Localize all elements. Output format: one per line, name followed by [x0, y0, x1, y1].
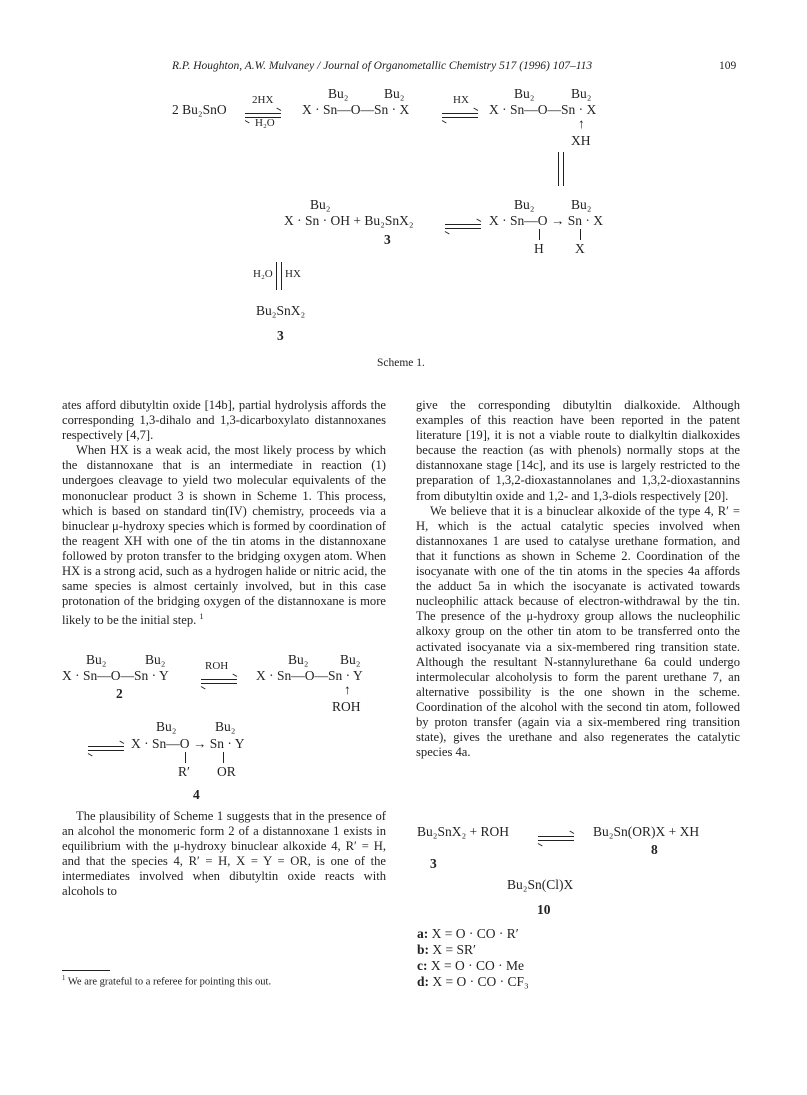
def-c: c: X = O · CO · Me — [417, 958, 524, 973]
c4-bond-or — [223, 752, 224, 763]
scheme1-reactant: 2 Bu₂SnO — [172, 102, 227, 117]
running-head: R.P. Houghton, A.W. Mulvaney / Journal of Organometallic Chemistry 517 (1996) 107–113 — [172, 60, 593, 72]
c2-formula: X · Sn—O—Sn · Y — [62, 668, 169, 683]
eq-lhs: Bu₂SnX₂ + ROH — [417, 824, 510, 839]
distannoxane-formula: X · Sn—O—Sn · X — [302, 102, 410, 117]
roh-arrow-label: ROH — [205, 660, 229, 672]
page-number: 109 — [719, 60, 737, 72]
eq-rhs-label: 8 — [651, 842, 658, 857]
eq-rhs: Bu₂Sn(OR)X + XH — [593, 824, 700, 839]
left-paragraph-2: When HX is a weak acid, the most likely process by which the distannoxane that is an intermediate in reaction (1) undergoes cleavage to yield two molecular equivalents of the mononuclear product 3 is shown in Scheme 1. This process, which is based on standard tin(IV) chemistry, proceeds via a binuclear μ-hydroxy species which is formed by coordination of the reagent XH with one of the tin atoms in the distannoxane followed by proton transfer to the bridging oxygen atom. When HX is a strong acid, such as a hydrogen halide or nitric acid, the same species is almost certainly involved, but in this case protonation of the bridging oxygen of the distannoxane is more likely to be the initial step. $^1$ — [62, 443, 386, 628]
c4-or: OR — [217, 764, 236, 779]
c2b-bu-b: Bu₂ — [340, 652, 361, 667]
arrow1-top-label: 2HX — [252, 94, 274, 106]
right-paragraph-2: We believe that it is a binuclear alkoxide of the type 4, R′ = H, which is the actual catalytic species involved when distannoxanes 1 are used to catalyse urethane formation, and that it functions as shown in Scheme 2. Coordination of the isocyanate with one of the tin atoms in the species 4a affords the adduct 5a in which the isocyanate is activated towards nucleophilic attack because of electron-withdrawal by the tin. The presence of the μ-hydroxy group allows the nucleophilic alkoxy group on the other tin atom to be transferred onto the activated isocyanate via a six-membered ring transition state. Although the resultant N-stannylurethane 6a could undergo intermolecular alcoholysis to form the parent urethane 7, an alternative possibility is the one shown in the scheme. Coordination of the alcohol with the second tin atom, followed by proton transfer (again via a six-membered ring transition state), gives the urethane and also regenerates the catalytic species 4a. — [416, 503, 740, 760]
def-d: d: X = O · CO · CF₃ — [417, 974, 529, 989]
left-column-lower — [62, 809, 386, 900]
c2-bu-b: Bu₂ — [145, 652, 166, 667]
roh-equilibrium-icon — [201, 673, 237, 691]
def-b: b: X = SR′ — [417, 942, 476, 957]
adduct-bu-a: Bu₂ — [514, 86, 535, 101]
product-label: 3 — [277, 328, 284, 343]
c10-formula: Bu₂Sn(Cl)X — [507, 877, 574, 892]
coordination-arrow-icon: ↑ — [578, 116, 585, 131]
bridge-formula: X · Sn—O → Sn · X — [489, 213, 604, 228]
hydrolysis-right-label: HX — [285, 268, 301, 280]
c10-label: 10 — [537, 902, 551, 917]
bridge-bu-a: Bu₂ — [514, 197, 535, 212]
arrow1-bottom-label: H₂O — [255, 117, 275, 129]
footnote-rule — [62, 970, 110, 971]
arrow3-equilibrium-icon — [445, 218, 481, 236]
mono-formula: X · Sn · OH + Bu₂SnX₂ — [284, 213, 414, 228]
footnote: $^1$ We are grateful to a referee for pointing this out. — [62, 975, 272, 988]
right-column — [416, 398, 740, 760]
bridge-h: H — [534, 241, 544, 256]
c4-equilibrium-icon — [88, 740, 124, 758]
eq-lhs-label: 3 — [430, 856, 437, 871]
c2b-formula: X · Sn—O—Sn · Y — [256, 668, 363, 683]
c2b-roh: ROH — [332, 699, 361, 714]
vertical-eq-bar-2 — [563, 152, 564, 186]
c4-label: 4 — [193, 787, 200, 802]
scheme1-caption: Scheme 1. — [377, 357, 425, 369]
c2b-coordination-arrow-icon: ↑ — [344, 682, 351, 697]
left-paragraph-3: The plausibility of Scheme 1 suggests that in the presence of an alcohol the monomeric form 2 of a distannoxane 1 exists in equilibrium with the μ-hydroxy binuclear alkoxide 4, R′ = H, and that the species 4, R′ = H, X = Y = OR, is one of the intermediates involved when dibutyltin oxide reacts with alcohols to — [62, 809, 386, 899]
right-paragraph-1: give the corresponding dibutyltin dialkoxide. Although examples of this reaction have been reported in the patent literature [19], it is not a viable route to dialkyltin dialkoxides because the reaction (as with phenols) normally stops at the distannoxane stage [14c], and its use is largely restricted to the preparation of 1,3,2-dioxastannolanes and 1,3,2-dioxastannins from dibutyltin oxide and 1,2- and 1,3-diols respectively [20]. — [416, 398, 740, 503]
arrow2-top-label: HX — [453, 94, 469, 106]
c2-label: 2 — [116, 686, 123, 701]
c4-bu-b: Bu₂ — [215, 719, 236, 734]
arrow2-equilibrium-icon — [442, 107, 478, 125]
adduct-bu-b: Bu₂ — [571, 86, 592, 101]
c2b-bu-a: Bu₂ — [288, 652, 309, 667]
c4-formula: X · Sn—O → Sn · Y — [131, 736, 245, 751]
c4-bond-r — [185, 752, 186, 763]
adduct-xh: XH — [571, 133, 591, 148]
bridge-bond-h — [539, 229, 540, 240]
left-paragraph-1: ates afford dibutyltin oxide [14b], partial hydrolysis affords the corresponding 1,3-dihalo and 1,3-dicarboxylato distannoxanes respectively [4,7]. — [62, 398, 386, 443]
footnote-ref: 1 — [199, 612, 204, 622]
hydrolysis-bar-2 — [281, 262, 282, 290]
c2-bu-a: Bu₂ — [86, 652, 107, 667]
distannoxane-bu-a: Bu₂ — [328, 86, 349, 101]
eq-equilibrium-icon — [538, 830, 574, 848]
mono-bu: Bu₂ — [310, 197, 331, 212]
vertical-eq-bar-1 — [558, 152, 559, 186]
c4-bu-a: Bu₂ — [156, 719, 177, 734]
c4-r: R′ — [178, 764, 190, 779]
adduct-formula: X · Sn—O—Sn · X — [489, 102, 597, 117]
bridge-bu-b: Bu₂ — [571, 197, 592, 212]
mono-label: 3 — [384, 232, 391, 247]
left-column — [62, 398, 386, 629]
distannoxane-bu-b: Bu₂ — [384, 86, 405, 101]
product-formula: Bu₂SnX₂ — [256, 303, 306, 318]
def-a: a: X = O · CO · R′ — [417, 926, 519, 941]
hydrolysis-left-label: H₂O — [253, 268, 273, 280]
bridge-x: X — [575, 241, 585, 256]
bridge-bond-x — [580, 229, 581, 240]
hydrolysis-bar-1 — [276, 262, 277, 290]
